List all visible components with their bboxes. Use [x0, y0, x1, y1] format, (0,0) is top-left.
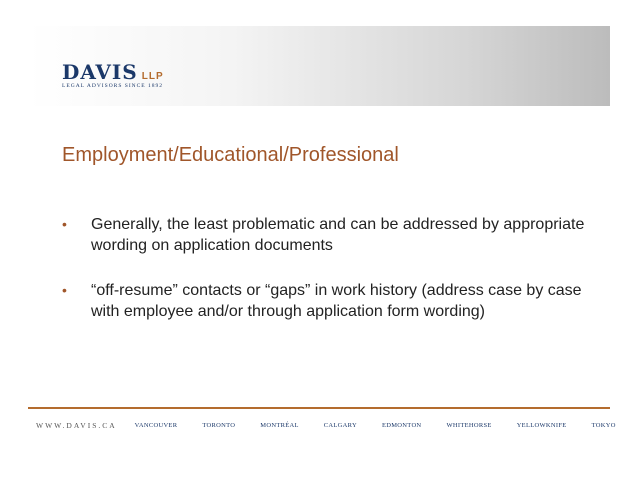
footer-city-edmonton: EDMONTON — [381, 422, 422, 429]
bullet-list — [62, 214, 602, 346]
footer — [36, 421, 616, 430]
logo-name: DAVIS — [62, 60, 138, 84]
logo-wordmark — [62, 60, 164, 84]
footer-city-vancouver: VANCOUVER — [134, 422, 178, 429]
footer-city-tokyo: TOKYO — [591, 422, 616, 429]
footer-city-yellowknife: YELLOWKNIFE — [516, 422, 567, 429]
logo-tagline: LEGAL ADVISORS SINCE 1892 — [62, 83, 164, 89]
bullet-marker: • — [62, 216, 67, 232]
footer-city-montreal: MONTRÉAL — [260, 422, 299, 429]
bullet-item — [62, 214, 602, 256]
footer-city-whitehorse: WHITEHORSE — [446, 422, 492, 429]
bullet-text: Generally, the least problematic and can be addressed by appropriate wording on application documents — [91, 216, 585, 254]
footer-city-calgary: CALGARY — [323, 422, 357, 429]
footer-website-link[interactable]: WWW.DAVIS.CA — [36, 421, 117, 430]
bullet-marker: • — [62, 282, 67, 298]
bullet-item — [62, 280, 602, 322]
bullet-text: “off-resume” contacts or “gaps” in work history (address case by case with employee and/or through application form wording) — [91, 282, 582, 320]
slide-title: Employment/Educational/Professional — [62, 144, 399, 166]
davis-logo — [62, 60, 164, 89]
footer-city-toronto: TORONTO — [202, 422, 236, 429]
logo-suffix: LLP — [141, 71, 164, 82]
footer-divider — [28, 407, 610, 409]
